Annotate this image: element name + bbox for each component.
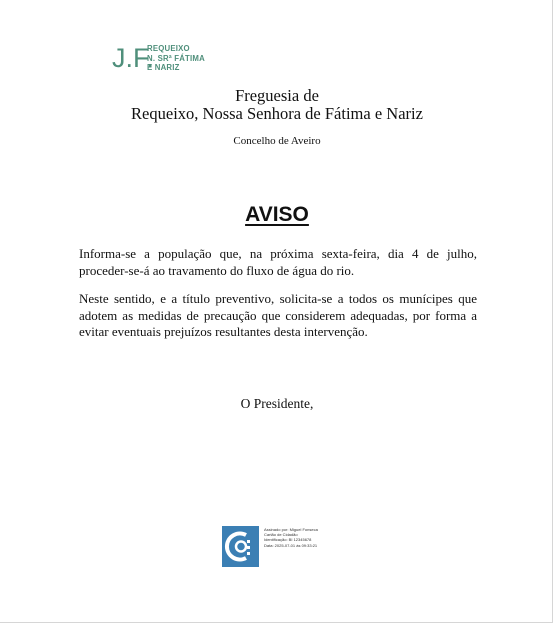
logo-line: E NARIZ	[147, 63, 180, 72]
title-line-1: Freguesia de	[235, 86, 319, 105]
digital-signature-seal-icon	[222, 526, 259, 567]
signature-detail-line: Data: 2025-07-01 às 09:33:21	[264, 542, 318, 548]
notice-heading: AVISO	[245, 203, 309, 226]
signature-detail-line: Assinado por: Miguel Fonseca	[264, 527, 318, 532]
digital-signature	[222, 526, 342, 568]
logo-line: N. SRª FÁTIMA	[147, 53, 205, 63]
notice-paragraph: Informa-se a população que, na próxima sexta-feira, dia 4 de julho, proceder-se-á ao travamento do fluxo de água do rio.	[79, 246, 477, 278]
signature-detail-line: Cartão de Cidadão	[264, 532, 298, 538]
parish-logo	[112, 42, 222, 74]
logo-line: REQUEIXO	[147, 44, 190, 53]
signature-details	[264, 527, 318, 548]
signature-detail-line: Identificação: BI 12345678	[264, 537, 312, 543]
title-line-2: Requeixo, Nossa Senhora de Fátima e Nariz	[131, 104, 423, 123]
subtitle: Concelho de Aveiro	[233, 135, 321, 147]
signature-line: O Presidente,	[240, 396, 314, 411]
logo-mark: J.F.	[112, 43, 155, 73]
logo-text	[147, 44, 205, 73]
notice-paragraph: Neste sentido, e a título preventivo, solicita-se a todos os munícipes que adotem as medidas de precaução que considerem adequadas, por forma a evitar eventuais prejuízos resultantes desta intervenção.	[79, 291, 477, 339]
